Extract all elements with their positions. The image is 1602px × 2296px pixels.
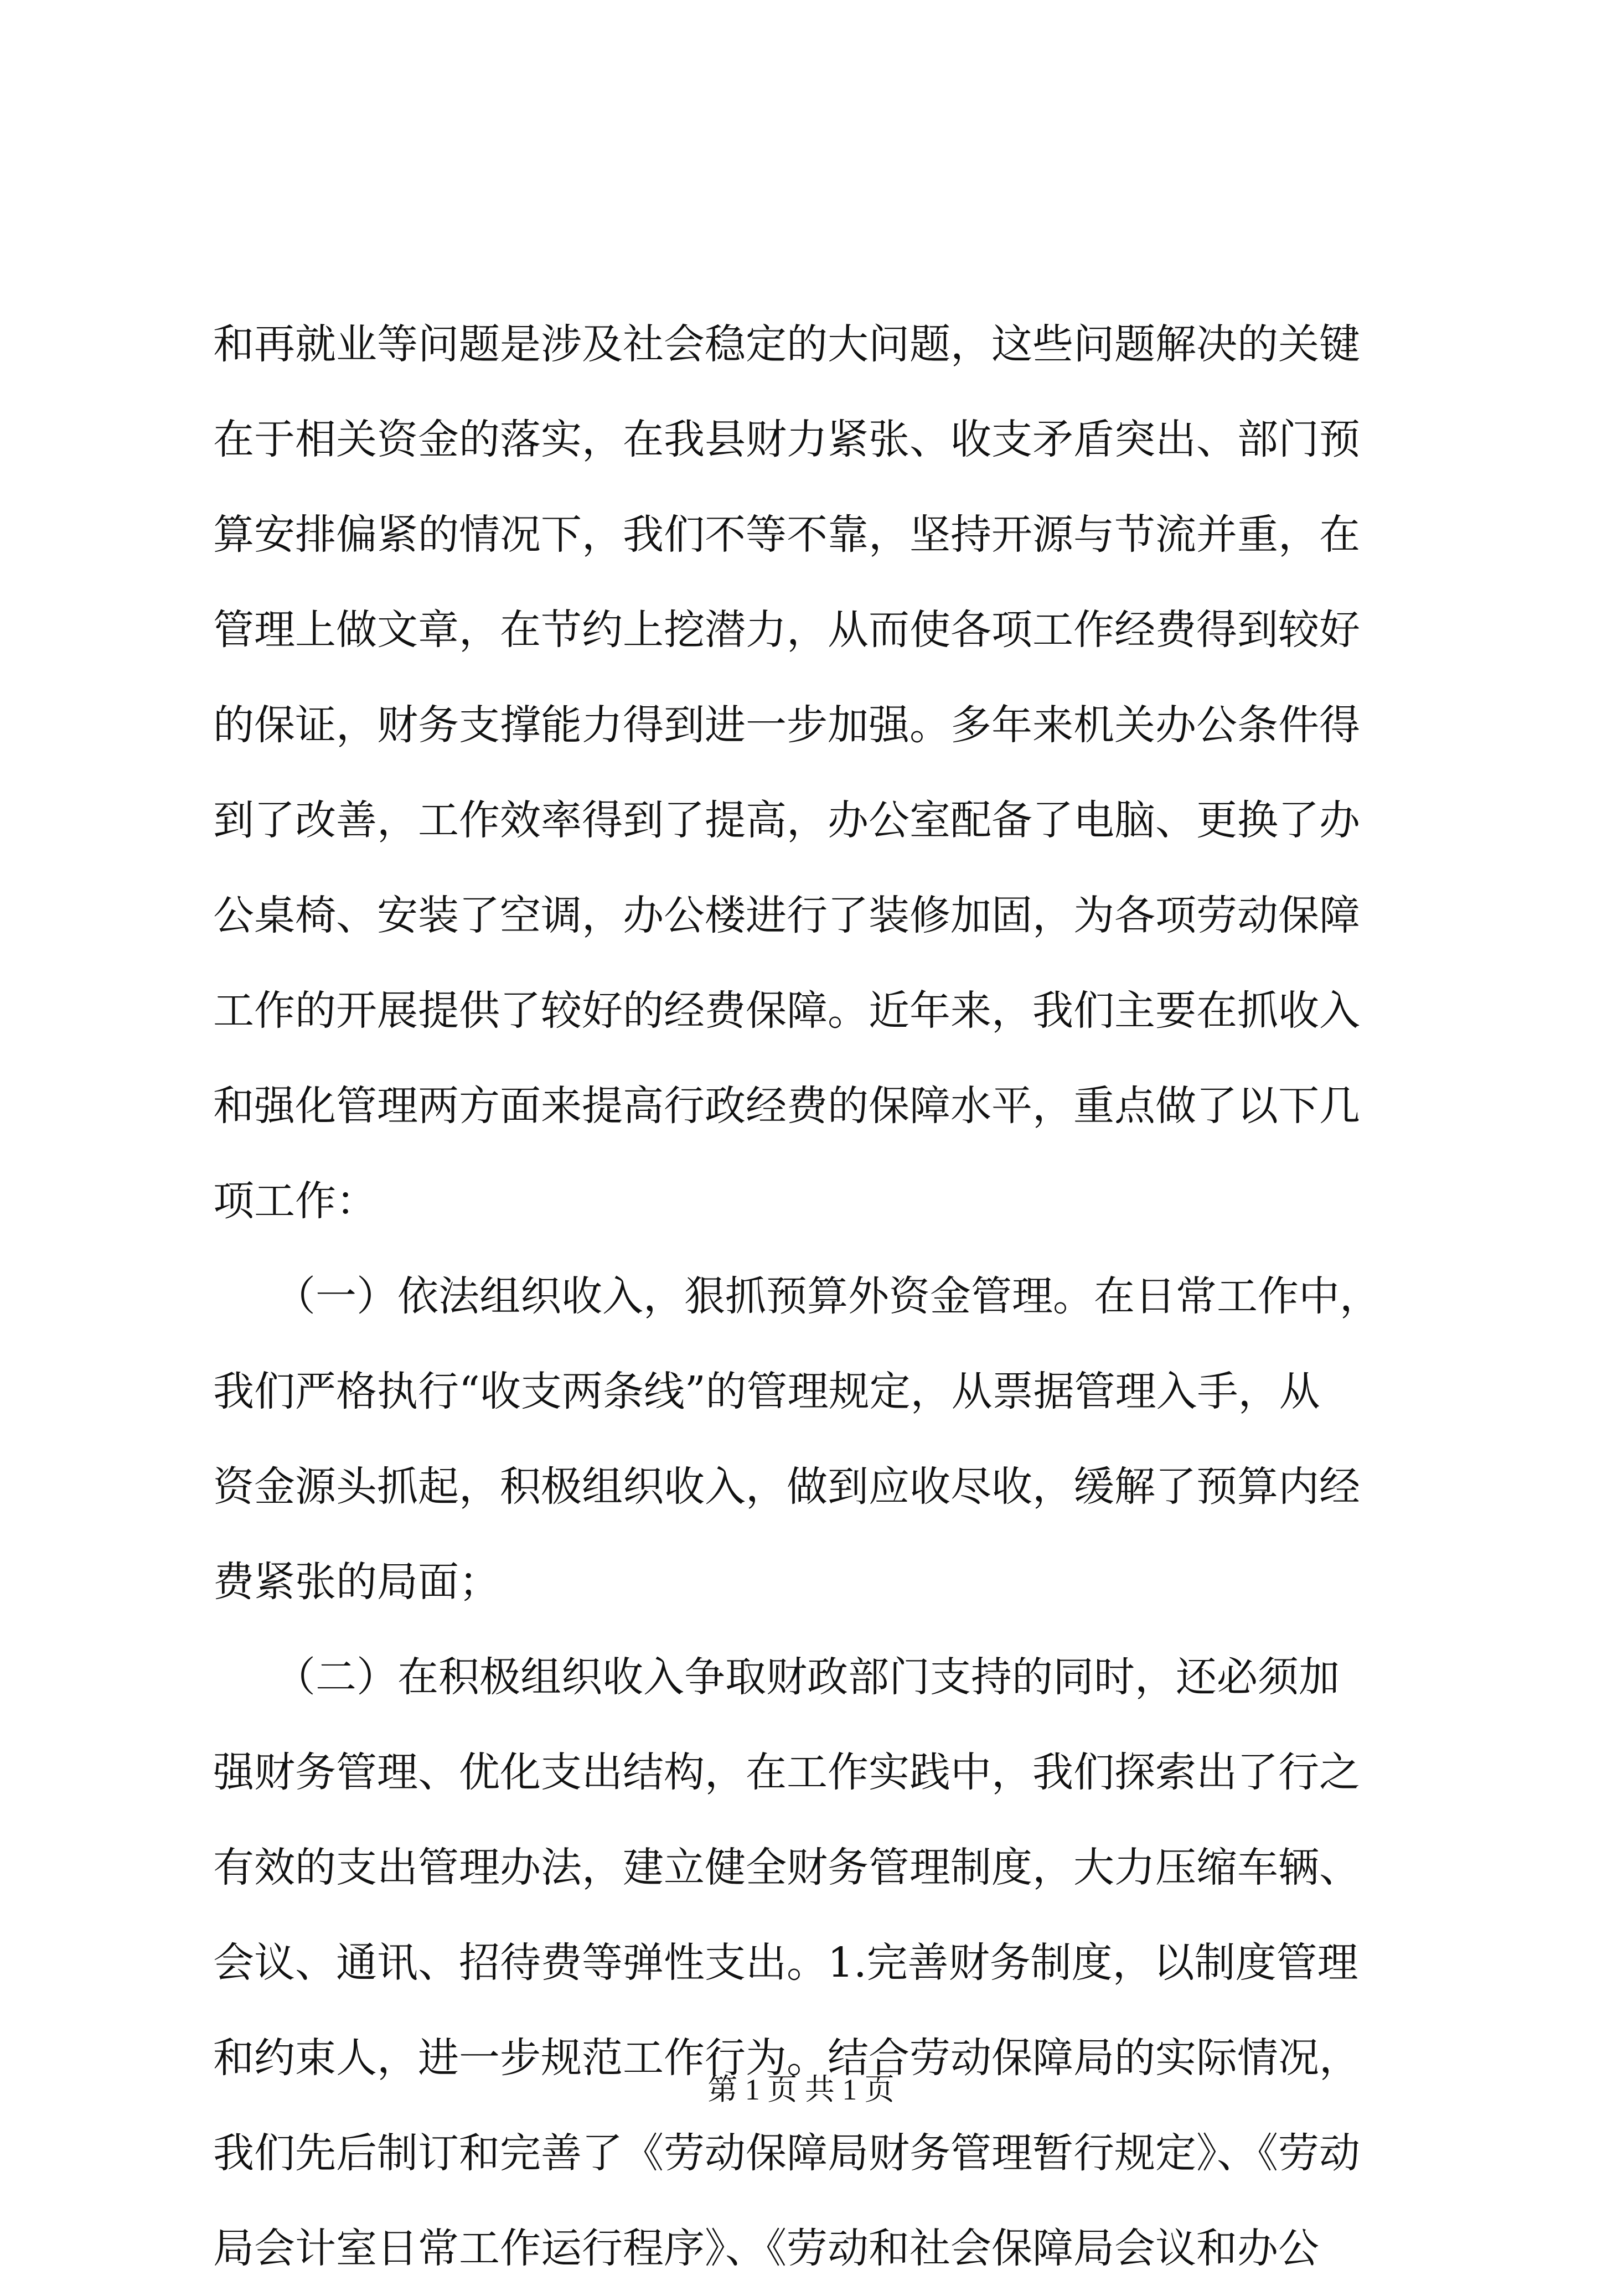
- text-line: 会议、通讯、招待费等弹性支出。1.完善财务制度，以制度管理: [213, 1939, 1358, 1987]
- body-text: [213, 297, 1401, 2296]
- text-line: 我们先后制订和完善了《劳动保障局财务管理暂行规定》、《劳动: [213, 2129, 1360, 2177]
- text-line: （一）依法组织收入，狠抓预算外资金管理。在日常工作中，: [213, 1273, 1381, 1320]
- text-line: 有效的支出管理办法，建立健全财务管理制度，大力压缩车辆、: [213, 1844, 1360, 1891]
- page-number-label: 第 1 页 共 1 页: [707, 2073, 895, 2106]
- text-line: 到了改善，工作效率得到了提高，办公室配备了电脑、更换了办: [213, 797, 1360, 844]
- page-footer: [0, 2067, 1602, 2112]
- text-line: 的保证，财务支撑能力得到进一步加强。多年来机关办公条件得: [213, 701, 1360, 749]
- text-line: 在于相关资金的落实，在我县财力紧张、收支矛盾突出、部门预: [213, 416, 1360, 463]
- text-line: 费紧张的局面；: [213, 1558, 500, 1606]
- text-line: 项工作：: [213, 1177, 377, 1225]
- text-line: 和强化管理两方面来提高行政经费的保障水平，重点做了以下几: [213, 1082, 1360, 1130]
- text-line: 算安排偏紧的情况下，我们不等不靠，坚持开源与节流并重，在: [213, 511, 1360, 559]
- text-line: 和再就业等问题是涉及社会稳定的大问题，这些问题解决的关键: [213, 320, 1360, 368]
- text-line: 资金源头抓起，积极组织收入，做到应收尽收，缓解了预算内经: [213, 1463, 1360, 1511]
- text-line: 强财务管理、优化支出结构，在工作实践中，我们探索出了行之: [213, 1749, 1360, 1796]
- text-line: 和约束人，进一步规范工作行为。结合劳动保障局的实际情况，: [213, 2034, 1360, 2082]
- text-line: 工作的开展提供了较好的经费保障。近年来，我们主要在抓收入: [213, 987, 1360, 1035]
- text-line: （二）在积极组织收入争取财政部门支持的同时，还必须加: [213, 1653, 1340, 1701]
- text-line: 公桌椅、安装了空调，办公楼进行了装修加固，为各项劳动保障: [213, 892, 1360, 939]
- text-line: 我们严格执行“收支两条线”的管理规定，从票据管理入手，从: [213, 1368, 1320, 1415]
- text-line: 局会计室日常工作运行程序》、《劳动和社会保障局会议和办公: [213, 2225, 1319, 2272]
- text-line: 管理上做文章，在节约上挖潜力，从而使各项工作经费得到较好: [213, 606, 1360, 654]
